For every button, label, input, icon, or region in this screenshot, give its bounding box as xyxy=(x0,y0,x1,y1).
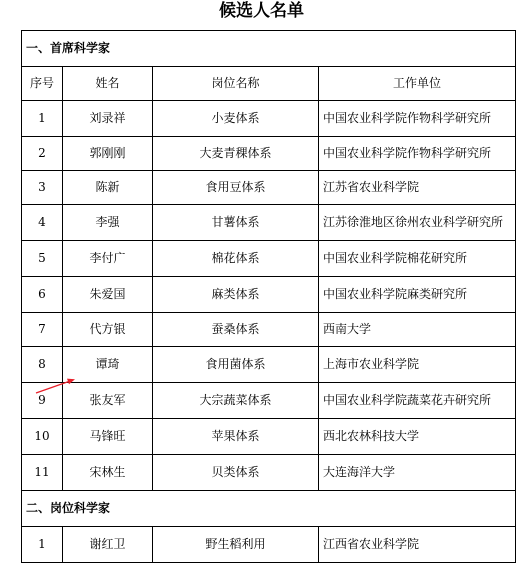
table-row xyxy=(22,137,516,171)
cell-unit: 西北农林科技大学 xyxy=(319,419,516,455)
table-row xyxy=(22,347,516,383)
cell-post: 贝类体系 xyxy=(153,455,319,491)
column-header-name: 姓名 xyxy=(63,67,153,101)
document-title: 候选人名单 xyxy=(219,1,304,21)
cell-unit: 大连海洋大学 xyxy=(319,455,516,491)
cell-name: 郭刚刚 xyxy=(63,137,153,171)
cell-number: 8 xyxy=(22,347,63,383)
cell-number: 1 xyxy=(22,101,63,137)
table-row xyxy=(22,419,516,455)
cell-name: 谭琦 xyxy=(63,347,153,383)
cell-unit: 江西省农业科学院 xyxy=(319,527,516,563)
cell-unit: 中国农业科学院作物科学研究所 xyxy=(319,101,516,137)
cell-post: 棉花体系 xyxy=(153,241,319,277)
cell-post: 野生稻利用 xyxy=(153,527,319,563)
cell-number: 7 xyxy=(22,313,63,347)
table-row xyxy=(22,455,516,491)
cell-post: 麻类体系 xyxy=(153,277,319,313)
cell-name: 李付广 xyxy=(63,241,153,277)
cell-number: 2 xyxy=(22,137,63,171)
cell-number: 9 xyxy=(22,383,63,419)
table-row xyxy=(22,383,516,419)
cell-name: 李强 xyxy=(63,205,153,241)
cell-unit: 西南大学 xyxy=(319,313,516,347)
cell-post: 蚕桑体系 xyxy=(153,313,319,347)
cell-number: 1 xyxy=(22,527,63,563)
cell-post: 食用豆体系 xyxy=(153,171,319,205)
column-header-number: 序号 xyxy=(22,67,63,101)
cell-name: 马锋旺 xyxy=(63,419,153,455)
column-header-post: 岗位名称 xyxy=(153,67,319,101)
table-row xyxy=(22,277,516,313)
cell-name: 张友军 xyxy=(63,383,153,419)
candidate-table-body xyxy=(22,31,516,563)
table-row xyxy=(22,205,516,241)
cell-post: 大宗蔬菜体系 xyxy=(153,383,319,419)
candidate-table xyxy=(21,30,516,563)
table-header-row xyxy=(22,67,516,101)
cell-unit: 中国农业科学院棉花研究所 xyxy=(319,241,516,277)
cell-unit: 上海市农业科学院 xyxy=(319,347,516,383)
cell-name: 刘录祥 xyxy=(63,101,153,137)
cell-name: 朱爱国 xyxy=(63,277,153,313)
cell-post: 苹果体系 xyxy=(153,419,319,455)
table-row xyxy=(22,101,516,137)
cell-number: 3 xyxy=(22,171,63,205)
cell-name: 谢红卫 xyxy=(63,527,153,563)
section-heading-chief-scientists: 一、首席科学家 xyxy=(22,31,516,67)
cell-unit: 中国农业科学院蔬菜花卉研究所 xyxy=(319,383,516,419)
table-row xyxy=(22,527,516,563)
section-heading-post-scientists: 二、岗位科学家 xyxy=(22,491,516,527)
cell-post: 大麦青稞体系 xyxy=(153,137,319,171)
cell-post: 小麦体系 xyxy=(153,101,319,137)
cell-number: 6 xyxy=(22,277,63,313)
cell-unit: 中国农业科学院麻类研究所 xyxy=(319,277,516,313)
cell-name: 宋林生 xyxy=(63,455,153,491)
cell-number: 11 xyxy=(22,455,63,491)
cell-unit: 中国农业科学院作物科学研究所 xyxy=(319,137,516,171)
cell-unit: 江苏省农业科学院 xyxy=(319,171,516,205)
column-header-unit: 工作单位 xyxy=(319,67,516,101)
cell-unit: 江苏徐淮地区徐州农业科学研究所 xyxy=(319,205,516,241)
cell-name: 陈新 xyxy=(63,171,153,205)
section-heading-row xyxy=(22,31,516,67)
cell-name: 代方银 xyxy=(63,313,153,347)
cell-number: 5 xyxy=(22,241,63,277)
cell-post: 甘薯体系 xyxy=(153,205,319,241)
cell-post: 食用菌体系 xyxy=(153,347,319,383)
section-heading-row xyxy=(22,491,516,527)
table-row xyxy=(22,171,516,205)
table-row xyxy=(22,241,516,277)
table-row xyxy=(22,313,516,347)
cell-number: 10 xyxy=(22,419,63,455)
cell-number: 4 xyxy=(22,205,63,241)
